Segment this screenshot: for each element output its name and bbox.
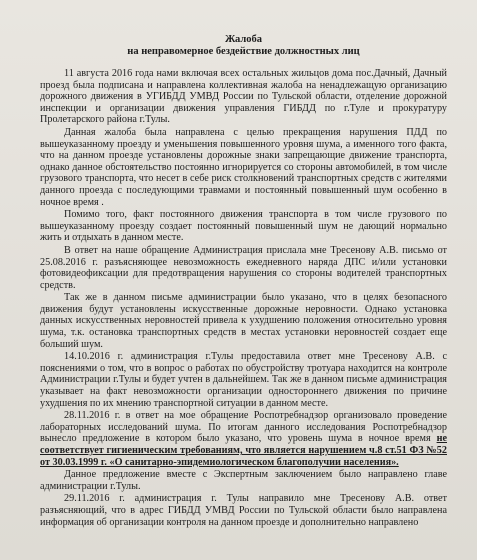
document-subtitle: на неправомерное бездействие должностных лиц (127, 46, 360, 57)
paragraph-3: Помимо того, факт постоянного движения транспорта в том числе грузового по вышеуказанному проезду создает постоянный повышенный шум не дающий нормально жить и отдыхать в данном месте. (40, 209, 447, 244)
paragraph-4: В ответ на наше обращение Администрация прислала мне Тресенову А.В. письмо от 25.08.2016 г. разъясняющее невозможность ежедневного наряда ДПС и/или установки фотовидеофиксации для предотвращения нарушения со стороны водителей транспортных средств. (40, 244, 447, 291)
paragraph-9: 29.11.2016 г. администрация г. Тулы направило мне Тресенову А.В. ответ разъясняющий, что в адрес ГИБДД УМВД России по Тульской области было направлена информация об организации контроля на данном проезде и дополнительно направлено (40, 493, 447, 528)
paragraph-6: 14.10.2016 г. администрация г.Тулы предоставила ответ мне Тресенову А.В. с пояснениями о том, что в вопрос о работах по обустройству тротуара находится на контроле Администрации г.Тулы и будет учтен в дальнейшем. Так же в данном письме администрация указывает на факт невозможности организации одностороннего движения по причине ухудшения по их мнению транспортной ситуации в данном месте. (40, 351, 447, 409)
paragraph-8: Данное предложение вместе с Экспертным заключением было направлено главе администрации г.Тулы. (40, 469, 447, 492)
legal-violation-emphasis: не соответствует гигиеническим требованиям, что является нарушением ч.8 ст.51 ФЗ №52 от 30.03.1999 г. «О санитарно-эпидемиологическом благополучии населения». (40, 433, 447, 468)
paragraph-1: 11 августа 2016 года нами включая всех остальных жильцов дома пос.Дачный, Дачный проезд была подписана и направлена коллективная жалоба на ненадлежащую организацию дорожного движения в УГИБДД УМВД России по Тульской области, отделение дорожной инспекции и организации движения управления ГИБДД по г.Туле и прокуратуру Пролетарского района г.Тулы. (40, 68, 447, 126)
paragraph-5: Так же в данном письме администрации было указано, что в целях безопасного движения будут установлены искусственные дорожные неровности. Однако установка данных искусственных неровностей привела к ухудшению положения относительно уровня шума, т.к. остановка транспортных средств в местах установки неровностей создает еще больший шум. (40, 292, 447, 350)
paragraph-7: 28.11.2016 г. в ответ на мое обращение Роспотребнадзор организовало проведение лабораторных исследований шума. По итогам данного исследования Роспотребнадзор вынесло предложение в котором было указано, что уровень шума в ночное время не соответствует гигиеническим требованиям, что является нарушением ч.8 ст.51 ФЗ №52 от 30.03.1999 г. «О санитарно-эпидемиологическом благополучии населения». (40, 410, 447, 468)
document-title: Жалоба (224, 34, 263, 45)
paragraph-2: Данная жалоба была направлена с целью прекращения нарушения ПДД по вышеуказанному проезду и уменьшения повышенного уровня шума, а именного того факта, что на данном проезде установлены дорожные знаки запрещающие движение транспорта, однако данное обстоятельство постоянно игнорируется со стороны автомобилей, в том числе грузового транспорта, что несет в себе риск столкновений транспортных средств с жителями данного проезда с последующими травмами и постоянный повышенный шум особенно в ночное время . (40, 126, 447, 208)
